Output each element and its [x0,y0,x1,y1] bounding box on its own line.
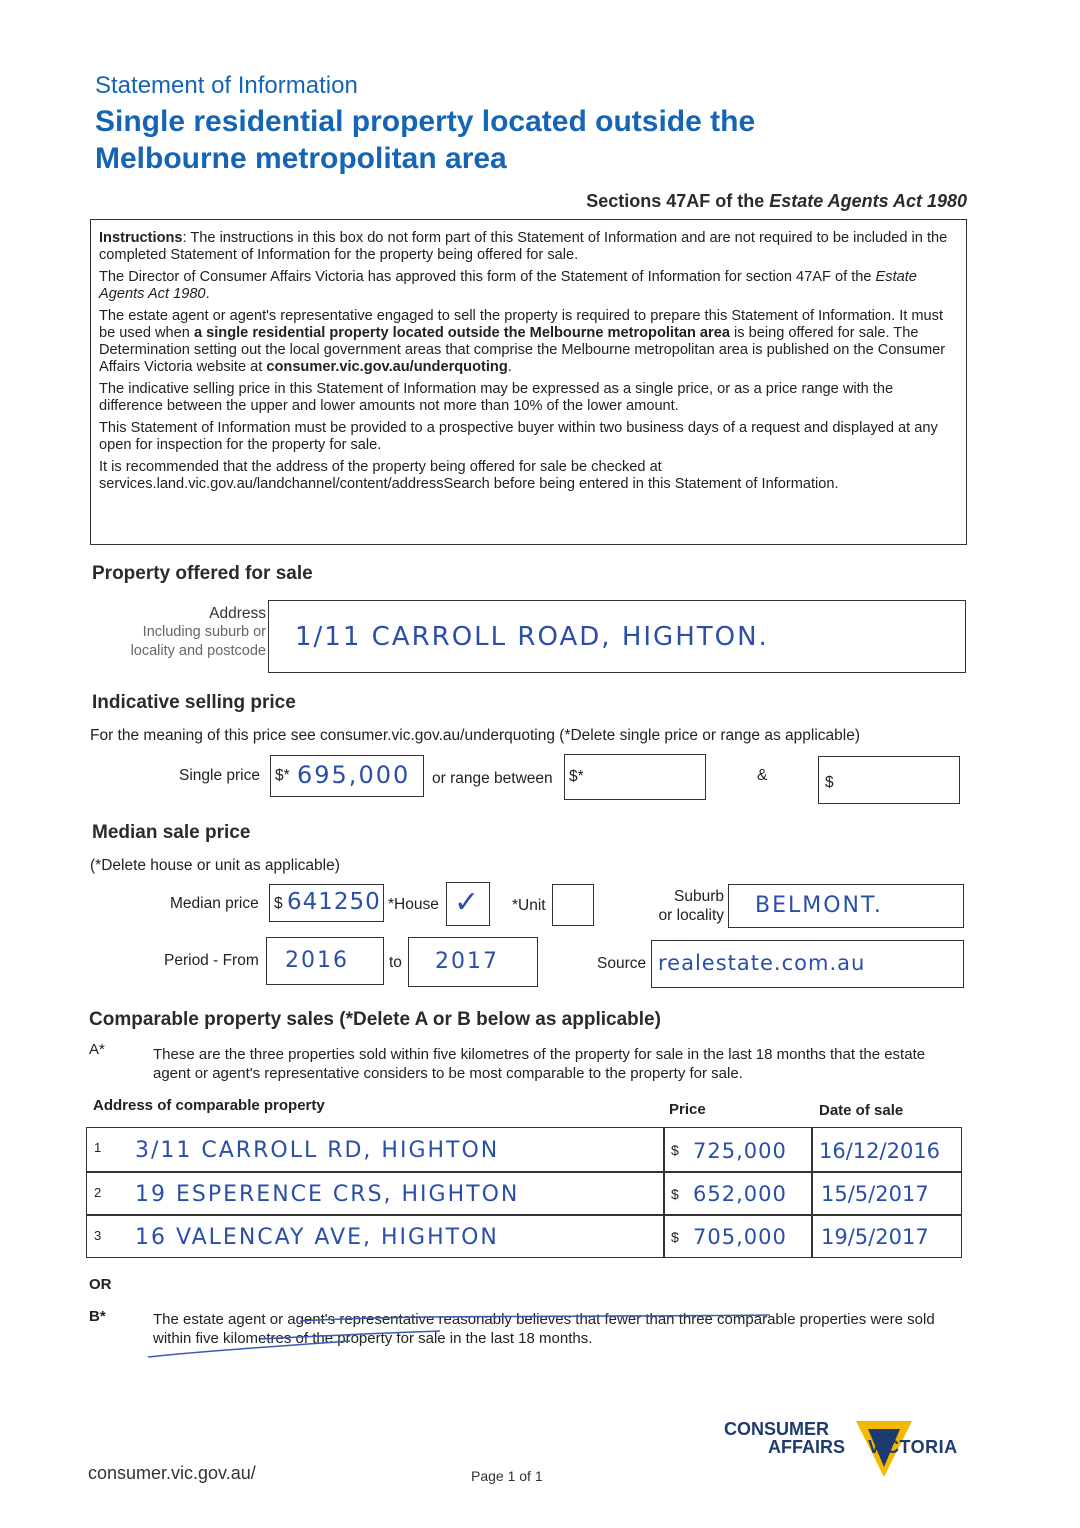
row-3-address-cell[interactable] [86,1215,664,1258]
row-date: 19/5/2017 [821,1225,929,1249]
row-date: 16/12/2016 [819,1139,941,1163]
option-a-text: These are the three properties sold within five kilometres of the property for sale in the last 18 months that the estate agent or agent's representative considers to be most comparable to the property for sale. [153,1046,926,1082]
instructions-p4: The indicative selling price in this Statement of Information may be expressed as a single price, or as a price range with the difference between the upper and lower amounts not more than 10% of the lower amount. [99,381,894,414]
consumer-affairs-victoria-logo [722,1419,972,1489]
row-number: 1 [94,1140,102,1155]
row-2-date-cell[interactable] [812,1172,962,1215]
median-price-value: 641250 [287,889,381,915]
instructions-box [90,219,967,545]
period-from-field[interactable] [266,937,384,985]
option-a-marker: A* [89,1041,105,1058]
row-date: 15/5/2017 [821,1182,929,1206]
price-prefix: $ [671,1142,679,1158]
row-3-date-cell[interactable] [812,1215,962,1258]
single-price-label: Single price [179,767,260,784]
comparable-heading: Comparable property sales (*Delete A or B below as applicable) [89,1009,661,1030]
row-2-price-cell[interactable] [664,1172,812,1215]
logo-line1: CONSUMER [724,1419,830,1439]
address-field[interactable] [268,600,966,673]
instructions-p6: It is recommended that the address of the property being offered for sale be checked at services.land.vic.gov.au/landchannel/content/addressSearch before being entered in this Statement of Information. [99,459,839,492]
price-heading: Indicative selling price [92,692,296,713]
row-address: 19 ESPERENCE CRS, HIGHTON [135,1182,520,1207]
address-label-group [100,604,266,661]
page-title-line2: Melbourne metropolitan area [95,142,507,175]
median-price-prefix: $ [274,895,283,912]
source-label: Source [597,955,647,972]
unit-checkbox[interactable] [552,884,594,926]
page-number: Page 1 of 1 [471,1468,543,1484]
suburb-field[interactable] [728,884,964,928]
unit-label: *Unit [512,897,546,914]
house-check-mark: ✓ [454,885,482,920]
period-to-value: 2017 [435,949,499,974]
address-sub2: locality and postcode [130,643,266,659]
row-price: 705,000 [693,1225,787,1249]
sections-prefix: Sections 47AF of the [586,191,770,211]
instructions-p5: This Statement of Information must be provided to a prospective buyer within two business days of a request and displayed at any open for inspection for the property for sale. [99,420,938,453]
price-prefix: $ [671,1186,679,1202]
instructions-label: Instructions [99,230,183,246]
col-date-header: Date of sale [819,1102,904,1119]
instructions-p2: The Director of Consumer Affairs Victoria has approved this form of the Statement of Information for section 47AF of the Estate Agents Act 1980. [99,269,917,302]
address-label: Address [209,605,266,622]
page-title-line1: Single residential property located outside the [95,105,756,138]
row-3-price-cell[interactable] [664,1215,812,1258]
row-1-price-cell[interactable] [664,1127,812,1172]
row-address: 3/11 CARROLL RD, HIGHTON [135,1138,500,1163]
footer-website: consumer.vic.gov.au/ [88,1463,256,1483]
to-label: to [389,954,402,971]
period-from-value: 2016 [285,948,349,973]
range-upper-field[interactable] [818,756,960,804]
period-to-field[interactable] [408,937,538,987]
or-label: OR [89,1276,112,1293]
range-lower-prefix: $* [569,768,584,785]
row-price: 725,000 [693,1139,787,1163]
house-label: *House [388,896,439,913]
sections-line [586,191,967,212]
median-price-label: Median price [170,895,259,912]
range-upper-prefix: $ [825,774,834,791]
source-field[interactable] [651,940,964,988]
median-price-field[interactable] [269,884,384,922]
row-1-address-cell[interactable] [86,1127,664,1172]
underquoting-link: consumer.vic.gov.au/underquoting [266,359,508,375]
property-heading: Property offered for sale [92,563,313,584]
row-2-address-cell[interactable] [86,1172,664,1215]
suburb-label-group [640,887,724,925]
single-price-field[interactable] [270,755,424,797]
row-price: 652,000 [693,1182,787,1206]
option-b-text: The estate agent or agent's representative reasonably believes that fewer than three comparable properties were sold within five kilometres of the property for sale in the last 18 months. [153,1311,935,1347]
instructions-p1 [99,230,958,264]
source-value: realestate.com.au [658,951,866,975]
median-note: (*Delete house or unit as applicable) [90,857,340,874]
range-lower-field[interactable] [564,754,706,800]
strike-through-scribble [140,1303,800,1363]
address-sub1: Including suburb or [142,624,266,640]
col-price-header: Price [669,1101,706,1118]
price-note: For the meaning of this price see consumer.vic.gov.au/underquoting (*Delete single price or range as applicable) [90,727,860,744]
single-price-value: 695,000 [297,761,411,789]
single-price-prefix: $* [275,767,290,784]
address-value: 1/11 CARROLL ROAD, HIGHTON. [295,622,769,652]
median-heading: Median sale price [92,822,251,843]
kicker: Statement of Information [95,72,358,99]
sections-act: Estate Agents Act 1980 [769,191,967,211]
row-number: 2 [94,1185,102,1200]
instructions-p3: The estate agent or agent's representative engaged to sell the property is required to prepare this Statement of Information. It must be used when a single residential property located outside the Melbourne metropolitan area is being offered for sale. The Determination setting out the local government areas that comprise the Melbourne metropolitan area is published on the Consumer Affairs Victoria website at consumer.vic.gov.au/underquoting. [99,308,946,375]
row-number: 3 [94,1228,102,1243]
option-b-marker: B* [89,1308,106,1325]
suburb-label-1: Suburb [674,888,724,905]
suburb-label-2: or locality [658,907,724,924]
range-amp: & [757,767,768,784]
logo-line3: VICTORIA [868,1437,958,1457]
row-1-date-cell[interactable] [812,1127,962,1172]
range-label: or range between [432,770,553,787]
logo-line2: AFFAIRS [768,1437,846,1457]
suburb-value: BELMONT. [755,893,883,918]
col-address-header: Address of comparable property [93,1097,325,1114]
period-label: Period - From [164,952,259,969]
price-prefix: $ [671,1229,679,1245]
house-checkbox[interactable] [446,882,490,926]
row-address: 16 VALENCAY AVE, HIGHTON [135,1225,499,1250]
instructions-p1-text: : The instructions in this box do not form part of this Statement of Information and are not required to be included in the completed Statement of Information for the property being offered for sale. [99,230,948,263]
